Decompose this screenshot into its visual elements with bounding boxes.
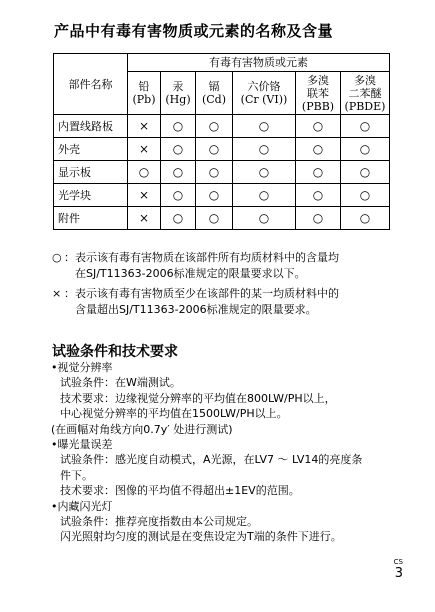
requirement-line: 件下。 xyxy=(60,468,93,482)
note-circle-definition xyxy=(52,250,407,282)
language-code: CS xyxy=(393,558,403,566)
substance-group-header: 有毒有害物质或元素 xyxy=(128,54,390,72)
page-number: 3 xyxy=(394,566,403,581)
table-row xyxy=(54,184,390,207)
mark-cell: ○ xyxy=(296,138,341,161)
table-row xyxy=(54,207,390,230)
requirement-line: 技术要求：图像的平均值不得超出±1EV的范围。 xyxy=(60,484,300,498)
mark-cell: ○ xyxy=(196,138,233,161)
requirement-heading: •曝光量误差 xyxy=(51,438,113,452)
column-name: 多溴 xyxy=(307,73,329,87)
mark-cell: ○ xyxy=(161,161,196,184)
note-text xyxy=(64,250,407,282)
column-header-pbb xyxy=(296,72,341,115)
table-row xyxy=(54,115,390,138)
mark-cell: ○ xyxy=(161,138,196,161)
requirement-line: 中心视觉分辨率的平均值在1500LW/PH以上。 xyxy=(60,407,288,421)
column-symbol: (PBB) xyxy=(301,99,335,113)
part-name: 光学块 xyxy=(54,184,128,207)
column-symbol: (Pb) xyxy=(132,93,156,106)
requirement-line: 试验条件：感光度自动模式，A光源，在LV7 ～ LV14的亮度条 xyxy=(60,453,363,467)
circle-symbol: ○ xyxy=(52,251,62,264)
mark-cell: ○ xyxy=(341,207,390,230)
part-name-header: 部件名称 xyxy=(54,54,128,115)
column-symbol: (Cd) xyxy=(201,93,227,106)
mark-cell: ○ xyxy=(233,207,296,230)
part-name: 附件 xyxy=(54,207,128,230)
column-name: 镉 xyxy=(208,80,220,93)
mark-cell: × xyxy=(128,207,161,230)
mark-cell: ○ xyxy=(233,138,296,161)
column-symbol: (Cr (VI)) xyxy=(240,93,288,106)
mark-cell: ○ xyxy=(341,138,390,161)
cross-symbol: × xyxy=(52,287,62,300)
column-name-2: 联苯 xyxy=(307,86,329,100)
mark-cell: ○ xyxy=(196,115,233,138)
requirement-line: (在画幅对角线方向0.7y′ 处进行测试) xyxy=(51,422,233,436)
mark-cell: ○ xyxy=(161,115,196,138)
hazardous-substance-table xyxy=(53,53,390,230)
section-title: 试验条件和技术要求 xyxy=(52,344,178,360)
mark-cell: ○ xyxy=(233,184,296,207)
column-name: 汞 xyxy=(172,80,184,93)
requirement-line: 试验条件：推荐亮度指数由本公司规定。 xyxy=(60,515,258,529)
note-line: ：表示该有毒有害物质至少在该部件的某一均质材料中的 xyxy=(64,287,339,300)
note-line: ：表示该有毒有害物质在该部件所有均质材料中的含量均 xyxy=(64,251,339,264)
mark-cell: × xyxy=(128,138,161,161)
page-title: 产品中有毒有害物质或元素的名称及含量 xyxy=(54,22,334,40)
mark-cell: ○ xyxy=(296,115,341,138)
table-header-row xyxy=(54,54,390,72)
mark-cell: ○ xyxy=(161,184,196,207)
column-name: 铅 xyxy=(138,80,150,93)
column-symbol: (PBDE) xyxy=(344,99,386,113)
mark-cell: ○ xyxy=(233,161,296,184)
mark-cell: × xyxy=(128,184,161,207)
part-name: 显示板 xyxy=(54,161,128,184)
column-symbol: (Hg) xyxy=(165,93,191,106)
column-header-mercury xyxy=(161,72,196,115)
column-name-2: 二苯醚 xyxy=(348,86,382,100)
column-header-lead xyxy=(128,72,161,115)
requirement-heading: •内藏闪光灯 xyxy=(51,499,113,513)
mark-cell: × xyxy=(128,115,161,138)
requirement-heading: •视觉分辨率 xyxy=(51,361,113,374)
mark-cell: ○ xyxy=(341,115,390,138)
column-header-pbde xyxy=(341,72,390,115)
mark-cell: ○ xyxy=(196,161,233,184)
requirement-line: 技术要求：边缘视觉分辨率的平均值在800LW/PH以上， xyxy=(60,391,336,405)
part-name: 内置线路板 xyxy=(54,115,128,138)
requirements-list xyxy=(51,360,411,545)
table-row xyxy=(54,138,390,161)
column-header-chromium xyxy=(233,72,296,115)
note-line: 在SJ/T11363-2006标准规定的限量要求以下。 xyxy=(75,267,306,280)
note-cross-definition xyxy=(52,286,407,318)
mark-cell: ○ xyxy=(296,161,341,184)
mark-cell: ○ xyxy=(196,184,233,207)
mark-cell: ○ xyxy=(341,184,390,207)
note-line: 含量超出SJ/T11363-2006标准规定的限量要求。 xyxy=(75,303,317,316)
note-text xyxy=(64,286,407,318)
column-name: 六价铬 xyxy=(247,80,281,93)
mark-cell: ○ xyxy=(233,115,296,138)
part-name: 外壳 xyxy=(54,138,128,161)
mark-cell: ○ xyxy=(196,207,233,230)
requirement-line: 闪光照射均匀度的测试是在变焦设定为T端的条件下进行。 xyxy=(60,530,342,544)
column-name: 多溴 xyxy=(354,73,376,87)
requirement-line: 试验条件：在W端测试。 xyxy=(60,376,181,390)
column-header-cadmium xyxy=(196,72,233,115)
table-row xyxy=(54,161,390,184)
mark-cell: ○ xyxy=(161,207,196,230)
mark-cell: ○ xyxy=(296,184,341,207)
mark-cell: ○ xyxy=(128,161,161,184)
mark-cell: ○ xyxy=(296,207,341,230)
mark-cell: ○ xyxy=(341,161,390,184)
